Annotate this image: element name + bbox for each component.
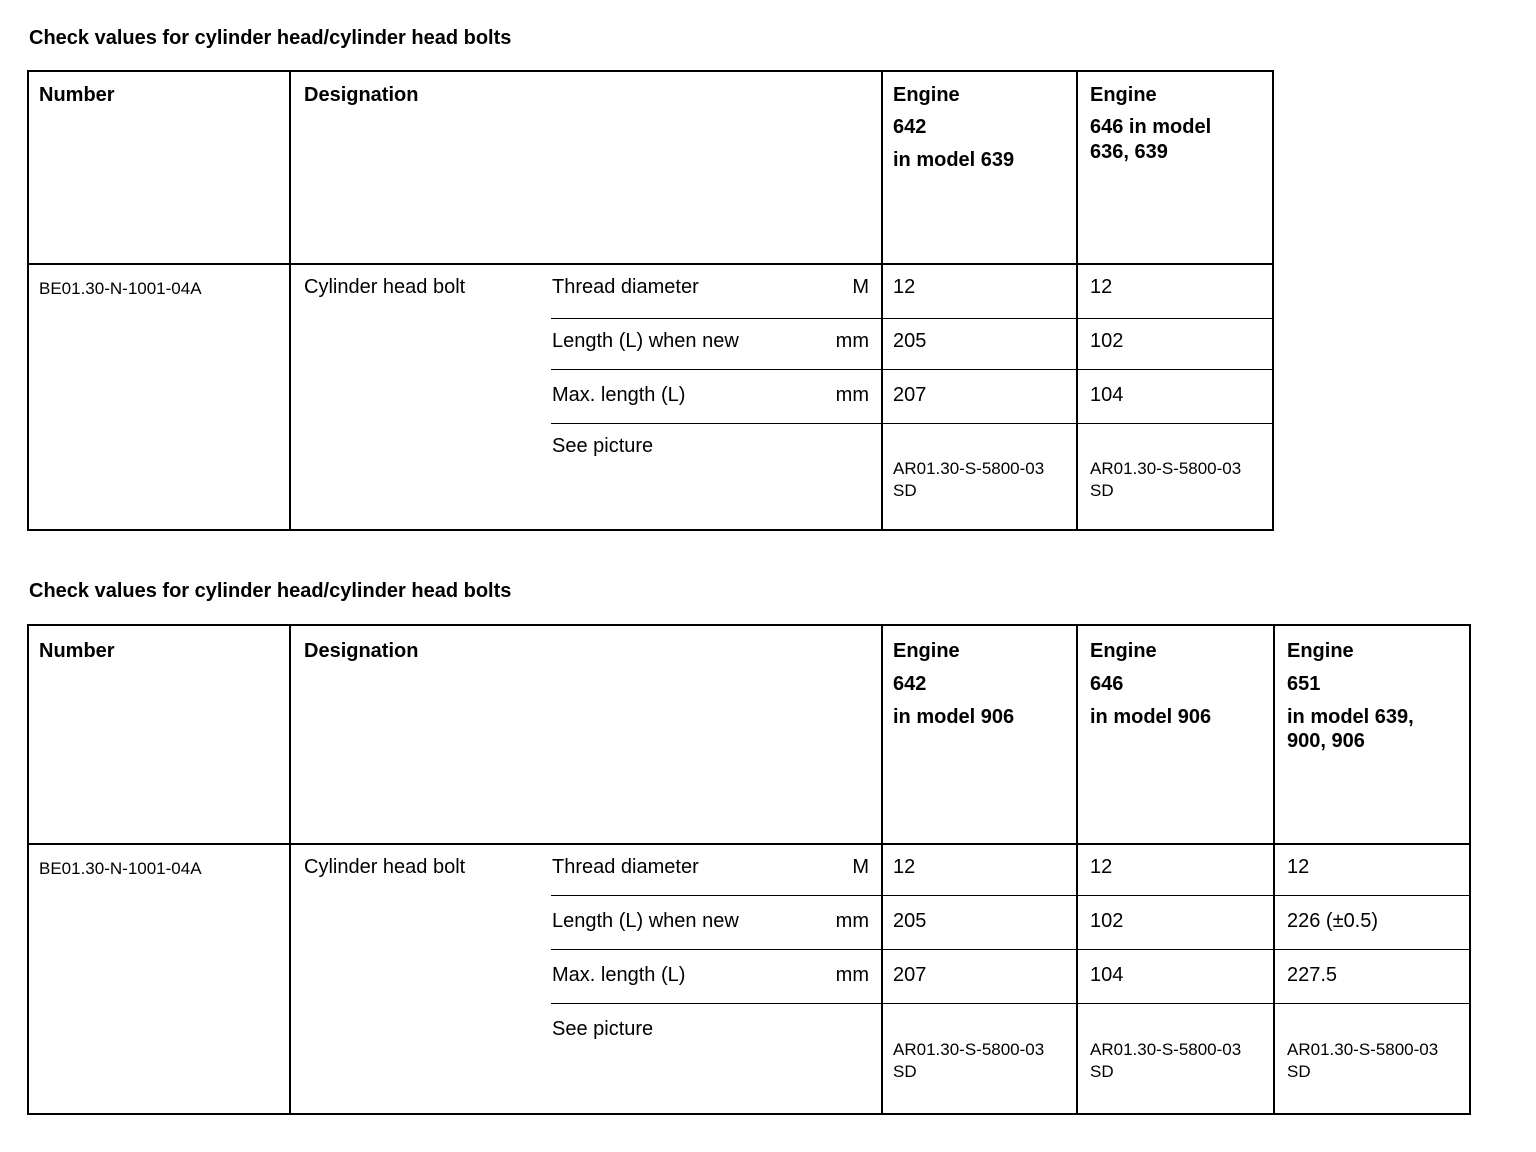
- picture-ref-line-2: SD: [893, 1062, 917, 1081]
- picture-ref-line-1: AR01.30-S-5800-03: [893, 1040, 1045, 1059]
- value-cell: 12: [893, 276, 916, 298]
- value-cell: 12: [1287, 856, 1310, 878]
- header-engine-1-line-1: Engine: [893, 640, 960, 662]
- designation: Cylinder head bolt: [304, 856, 466, 878]
- column-divider: [1273, 626, 1275, 1113]
- table-1: [27, 70, 1274, 531]
- picture-ref-line-2: SD: [1090, 481, 1114, 500]
- param-unit: mm: [835, 964, 869, 986]
- param-unit: mm: [835, 384, 869, 406]
- header-engine-2-line-1: Engine: [1090, 84, 1157, 106]
- header-engine-1-line-2: 642: [893, 116, 927, 138]
- part-number: BE01.30-N-1001-04A: [39, 859, 202, 878]
- table-2: [27, 624, 1471, 1115]
- header-engine-1-line-2: 642: [893, 673, 927, 695]
- value-cell: 207: [893, 964, 927, 986]
- value-cell: 205: [893, 330, 927, 352]
- header-engine-2-line-2: 646 in model: [1090, 116, 1212, 138]
- table-1-title: Check values for cylinder head/cylinder head bolts: [29, 27, 512, 49]
- header-engine-1-line-3: in model 639: [893, 149, 1015, 171]
- value-cell: 102: [1090, 330, 1124, 352]
- header-engine-3-line-4: 900, 906: [1287, 730, 1365, 752]
- picture-ref-line-2: SD: [1287, 1062, 1311, 1081]
- param-label: Max. length (L): [552, 384, 686, 406]
- header-engine-3-line-1: Engine: [1287, 640, 1354, 662]
- header-engine-2-line-3: 636, 639: [1090, 141, 1168, 163]
- row-divider: [551, 895, 1469, 896]
- header-divider: [29, 843, 1469, 845]
- designation: Cylinder head bolt: [304, 276, 466, 298]
- param-unit: mm: [835, 330, 869, 352]
- picture-ref-line-1: AR01.30-S-5800-03: [1090, 459, 1242, 478]
- param-label: Thread diameter: [552, 276, 699, 298]
- value-cell: 102: [1090, 910, 1124, 932]
- value-cell: 104: [1090, 964, 1124, 986]
- column-divider: [1076, 626, 1078, 1113]
- value-cell: 205: [893, 910, 927, 932]
- header-number: Number: [39, 84, 115, 106]
- header-engine-3-line-2: 651: [1287, 673, 1321, 695]
- param-label: See picture: [552, 1018, 654, 1040]
- value-cell: 12: [1090, 276, 1113, 298]
- value-cell: 104: [1090, 384, 1124, 406]
- picture-ref-line-1: AR01.30-S-5800-03: [1090, 1040, 1242, 1059]
- column-divider: [289, 626, 291, 1113]
- column-divider: [1076, 72, 1078, 529]
- part-number: BE01.30-N-1001-04A: [39, 279, 202, 298]
- value-cell: 226 (±0.5): [1287, 910, 1379, 932]
- header-engine-1-line-3: in model 906: [893, 706, 1015, 728]
- header-engine-1-line-1: Engine: [893, 84, 960, 106]
- row-divider: [551, 369, 1272, 370]
- param-label: See picture: [552, 435, 654, 457]
- picture-ref-line-1: AR01.30-S-5800-03: [893, 459, 1045, 478]
- header-number: Number: [39, 640, 115, 662]
- row-divider: [551, 318, 1272, 319]
- header-engine-2-line-3: in model 906: [1090, 706, 1212, 728]
- param-unit: M: [852, 276, 869, 298]
- param-label: Length (L) when new: [552, 330, 739, 352]
- column-divider: [881, 72, 883, 529]
- picture-ref-line-1: AR01.30-S-5800-03: [1287, 1040, 1439, 1059]
- param-label: Thread diameter: [552, 856, 699, 878]
- row-divider: [551, 949, 1469, 950]
- header-engine-2-line-2: 646: [1090, 673, 1124, 695]
- value-cell: 12: [1090, 856, 1113, 878]
- value-cell: 207: [893, 384, 927, 406]
- header-designation: Designation: [304, 640, 419, 662]
- param-label: Length (L) when new: [552, 910, 739, 932]
- row-divider: [551, 423, 1272, 424]
- param-label: Max. length (L): [552, 964, 686, 986]
- value-cell: 12: [893, 856, 916, 878]
- param-unit: mm: [835, 910, 869, 932]
- param-unit: M: [852, 856, 869, 878]
- header-engine-2-line-1: Engine: [1090, 640, 1157, 662]
- value-cell: 227.5: [1287, 964, 1338, 986]
- header-designation: Designation: [304, 84, 419, 106]
- picture-ref-line-2: SD: [893, 481, 917, 500]
- table-2-title: Check values for cylinder head/cylinder head bolts: [29, 580, 512, 602]
- column-divider: [881, 626, 883, 1113]
- picture-ref-line-2: SD: [1090, 1062, 1114, 1081]
- row-divider: [551, 1003, 1469, 1004]
- column-divider: [289, 72, 291, 529]
- header-engine-3-line-3: in model 639,: [1287, 706, 1414, 728]
- header-divider: [29, 263, 1272, 265]
